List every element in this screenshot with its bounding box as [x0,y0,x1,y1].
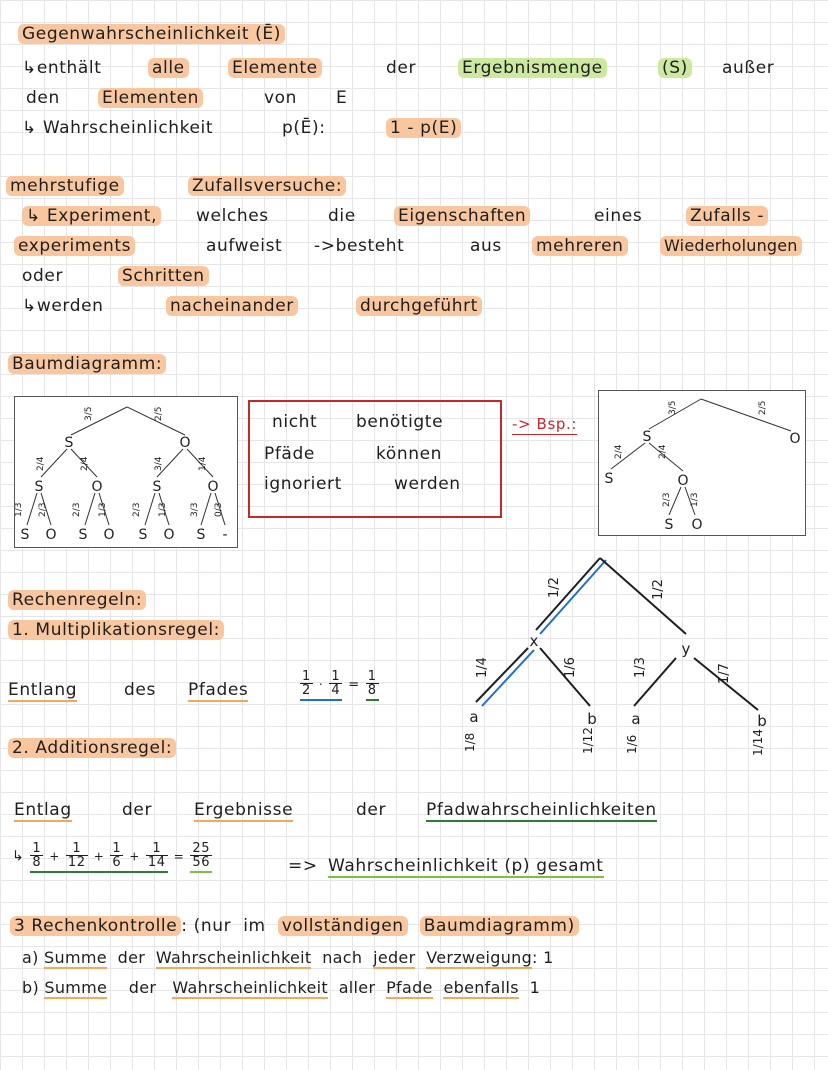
mult-text-2: des [124,680,156,700]
gegen-line2-w11: E [336,88,348,108]
add-text-4: der [356,800,387,820]
tl-frac: 2/3 [132,502,142,517]
add-text-2: der [122,800,153,820]
note-line3a: ignoriert [264,474,342,494]
tr-node: S [642,429,652,445]
tl-frac: 1/3 [98,502,108,517]
baum-title: Baumdiagramm: [8,354,166,374]
mult-f3: $\frac{1}{8}$ [367,669,377,698]
bt-leaf-label: b [587,710,597,728]
mult-f1: $\frac{1}{2}$ [302,669,311,698]
tl-leaf: O [45,527,57,543]
bt-leaf-frac: 1/14 [751,729,765,756]
gegen-line1-w5: Ergebnismenge [458,58,607,78]
kontrolle-line: 3 Rechenkontrolle : (nur im vollständigen Baumdiagramm) [10,916,579,936]
tr-node: O [677,473,689,489]
note-line2b: können [376,444,443,464]
gegen-line2-w10: von [264,88,298,108]
mehr-d1: ↳werden [22,296,104,316]
add-text-1: Entlag [14,800,72,820]
tl-node: O [207,479,219,495]
note-line3b: werden [394,474,461,494]
tl-frac: 3/4 [154,456,164,471]
tr-frac: 2/4 [614,444,624,459]
kontrolle-b: b) Summe der Wahrscheinlichkeit aller Pfade ebenfalls 1 [22,978,541,997]
mehr-a2: welches [196,206,269,226]
mehr-title-1: mehrstufige [6,176,124,196]
tr-frac: 2/3 [662,492,672,507]
gegen-line3-w14: 1 - p(E) [386,118,461,138]
big-tree [450,550,820,770]
tree-left-box [14,396,238,548]
bt-frac: 1/2 [547,577,562,598]
tl-node: O [179,435,191,451]
tl-node: O [91,479,103,495]
bt-leaf-frac: 1/8 [463,732,477,752]
gegen-line3-w12: ↳ Wahrscheinlichkeit [22,118,214,138]
mehr-b4: aus [470,236,502,256]
note-line1b: benötigte [356,412,444,432]
mehr-a4: Eigenschaften [394,206,530,226]
tl-frac: 2/4 [36,456,46,471]
tl-leaf: S [196,527,206,543]
note-line2a: Pfäde [264,444,315,464]
sum-f4: $\frac{1}{14}$ [147,841,166,870]
tl-frac: 0/3 [214,502,224,517]
tr-frac: 2/4 [658,444,668,459]
mehr-b1: experiments [14,236,135,256]
mehr-b6: Wiederholungen [660,236,802,256]
tl-leaf: O [163,527,175,543]
mehr-b3: ->besteht [314,236,405,256]
sum-f1: $\frac{1}{8}$ [32,841,42,870]
tl-edge [201,493,211,525]
tl-frac: 1/3 [15,502,24,517]
sum-arrow: => [288,856,318,876]
bt-frac: 1/2 [651,579,666,600]
mehr-a6: Zufalls - [686,206,768,226]
mehr-c1: oder [22,266,64,286]
bt-node-x: x [529,632,539,650]
bt-leaf-label: a [469,708,479,726]
gegen-line2-w9: Elementen [98,88,203,108]
gegen-line1-w1: ↳enthält [22,58,102,78]
mehr-title-2: Zufallsversuche: [188,176,346,196]
tl-frac: 2/3 [38,502,48,517]
gegen-line1-w6: (S) [658,58,692,78]
bt-leaf-frac: 1/12 [581,727,595,754]
tl-frac: 3/5 [84,406,94,421]
tl-leaf: O [103,527,115,543]
add-text-5: Pfadwahrscheinlichkeiten [426,800,657,820]
bt-edge [536,558,600,630]
bt-leaf-label: b [757,712,767,730]
tr-edge [701,399,791,431]
tr-node: S [604,471,614,487]
sum-f2: $\frac{1}{12}$ [67,841,86,870]
mehr-a5: eines [594,206,643,226]
tl-leaf: S [138,527,148,543]
gegen-line1-w4: der [386,58,417,78]
tr-leaf: S [664,517,674,533]
tl-frac: 1/4 [198,456,208,471]
tr-leaf: O [691,517,703,533]
tr-frac: 2/5 [758,400,768,415]
bt-leaf-label: a [631,710,641,728]
bt-frac: 1/6 [563,657,578,678]
tl-leaf: S [78,527,88,543]
tl-frac: 2/5 [154,406,164,421]
tr-frac: 3/5 [668,400,678,415]
tl-frac: 1/3 [158,502,168,517]
tl-edge [145,493,155,525]
mehr-d3: durchgeführt [356,296,482,316]
sum-formula: ↳ $\frac{1}{8}$ + $\frac{1}{12}$ + $\frac{1}{6}$ + $\frac{1}{14}$ = $\frac{25}{56}$ [12,842,212,873]
tl-edge [27,493,37,525]
tr-node: O [789,431,801,447]
add-text-3: Ergebnisse [194,800,294,820]
mult-formula: $\frac{1}{2}$ · $\frac{1}{4}$ = $\frac{1}{8}$ [300,670,379,701]
gegen-line1-w2: alle [148,58,189,78]
mult-text-3: Pfades [188,680,249,700]
mehr-c2: Schritten [118,266,209,286]
mehr-a1: ↳ Experiment, [22,206,161,226]
tree-right-box [598,390,806,536]
tl-frac: 2/4 [80,456,90,471]
tl-frac: 2/3 [72,502,82,517]
gegen-line3-w13: p(Ē): [282,118,326,138]
bt-frac: 1/4 [475,657,490,678]
rechen-title: Rechenregeln: [8,590,146,610]
mehr-b2: aufweist [206,236,283,256]
sum-f3: $\frac{1}{6}$ [112,841,122,870]
tree-left [15,397,237,547]
tl-node: S [34,479,44,495]
bt-leaf-frac: 1/6 [625,734,639,754]
tl-node: S [152,479,162,495]
mehr-b5: mehreren [532,236,628,256]
tl-leaf: - [222,527,228,543]
gegen-line1-w3: Elemente [228,58,322,78]
note-line1a: nicht [272,412,318,432]
tr-frac: 1/3 [690,492,700,507]
mult-f2: $\frac{1}{4}$ [331,669,341,698]
bt-edge [600,558,686,634]
kontrolle-a: a) Summe der Wahrscheinlichkeit nach jeder Verzweigung: 1 [22,948,554,967]
tl-edge [71,407,127,435]
mehr-d2: nacheinander [166,296,298,316]
bt-frac: 1/3 [633,657,648,678]
bsp-label: -> Bsp.: [512,415,577,433]
mult-title: 1. Multiplikationsregel: [8,620,224,640]
gegen-line2-w8: den [26,88,60,108]
tl-frac: 3/3 [190,502,200,517]
tl-node: S [64,435,74,451]
sum-result: $\frac{25}{56}$ [192,841,211,870]
mult-text-1: Entlang [8,680,78,700]
mehr-a3: die [328,206,356,226]
gegen-line1-w7: außer [722,58,775,78]
bt-frac: 1/7 [717,663,732,684]
tree-right [599,391,805,535]
add-title: 2. Additionsregel: [8,738,176,758]
bt-node-y: y [681,640,691,658]
tl-leaf: S [20,527,30,543]
sum-text: Wahrscheinlichkeit (p) gesamt [328,856,604,876]
gegen-title: Gegenwahrscheinlichkeit (Ē) [18,24,285,44]
tl-edge [85,493,95,525]
